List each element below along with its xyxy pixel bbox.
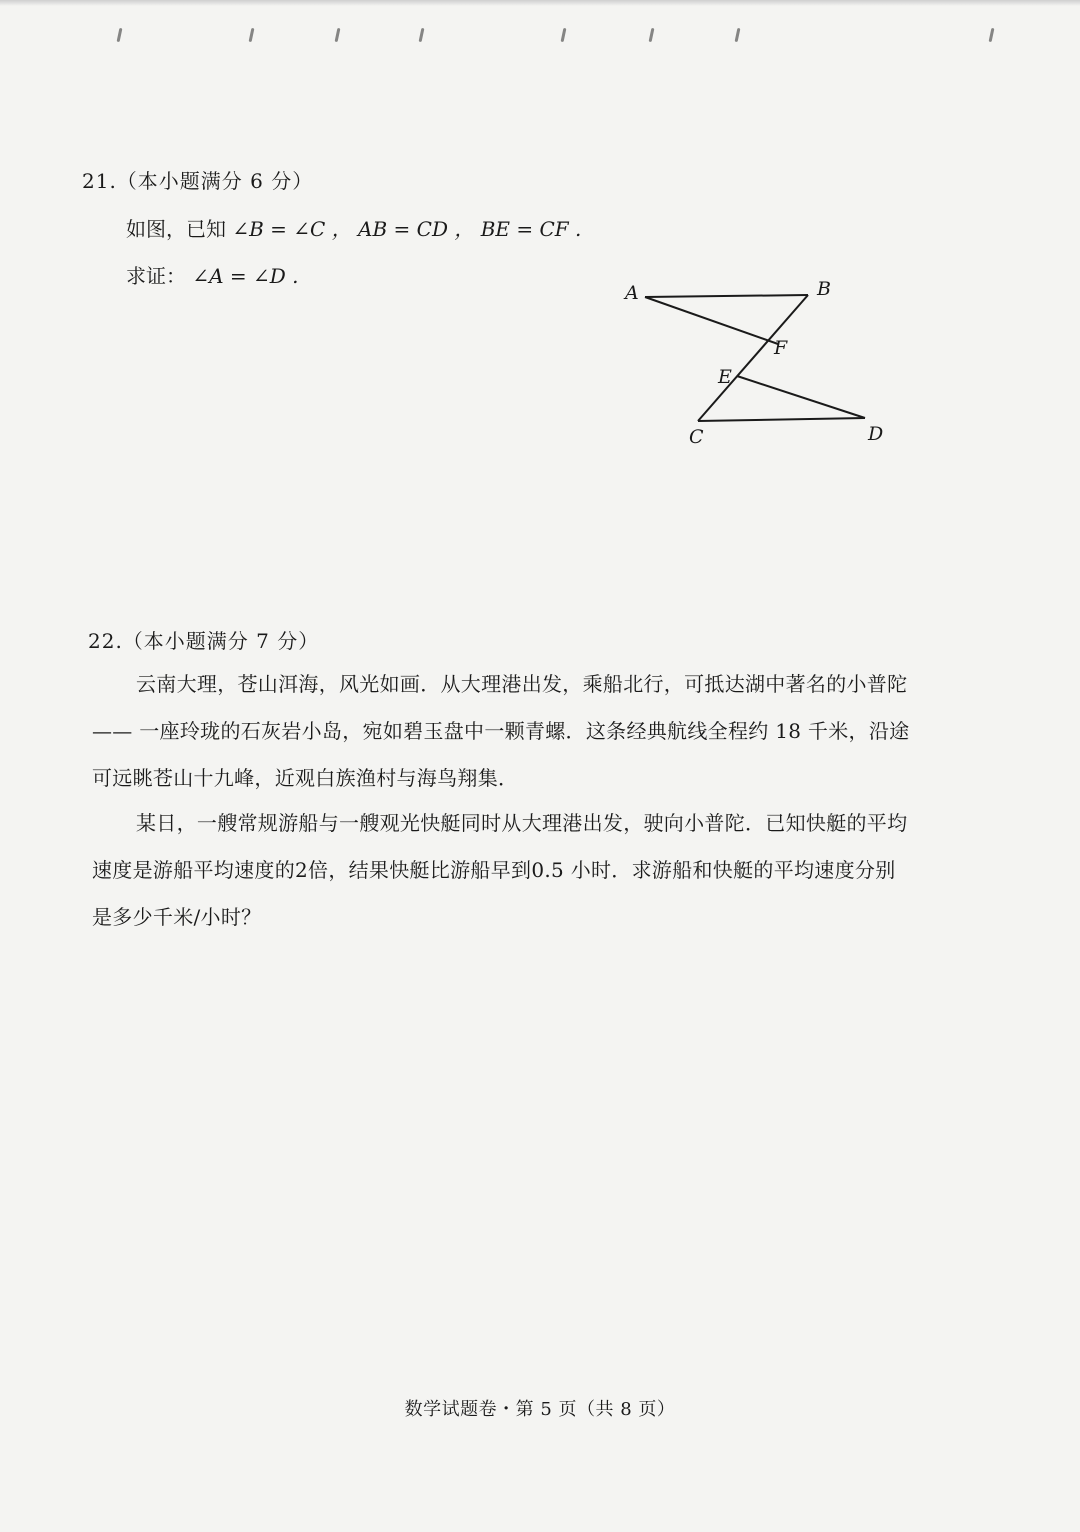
q22-paragraph-2 <box>92 800 907 941</box>
scan-mark <box>249 28 255 42</box>
q22-p2-line-3: 是多少千米/小时？ <box>92 905 262 929</box>
scan-mark <box>989 28 995 42</box>
scan-mark <box>735 28 741 42</box>
label-b: B <box>817 278 831 300</box>
scan-mark <box>335 28 341 42</box>
segment-af <box>645 297 778 344</box>
q21-given-prefix: 如图，已知 <box>126 217 226 241</box>
label-c: C <box>689 426 704 448</box>
segment-bc <box>698 295 808 421</box>
geometry-figure <box>610 270 900 460</box>
q21-given-math: ∠B = ∠C ， AB = CD ， BE = CF . <box>232 217 582 241</box>
q21-prove-math: ∠A = ∠D . <box>192 264 299 288</box>
segment-cd <box>698 418 865 421</box>
scan-mark <box>561 28 567 42</box>
q21-prove-prefix: 求证： <box>126 264 186 288</box>
q22-header: 22.（本小题满分 7 分） <box>88 629 320 653</box>
label-f: F <box>774 337 788 359</box>
q22-p1-line-2: —— 一座玲珑的石灰岩小岛，宛如碧玉盘中一颗青螺．这条经典航线全程约 18 千米，沿途 <box>92 719 910 743</box>
scan-mark <box>649 28 655 42</box>
q21-header: 21.（本小题满分 6 分） <box>82 169 314 193</box>
segment-ab <box>645 295 808 297</box>
label-e: E <box>718 366 732 388</box>
q21-prove <box>126 260 299 289</box>
q22-p2-line-2: 速度是游船平均速度的2倍，结果快艇比游船早到0.5 小时．求游船和快艇的平均速度分别 <box>92 858 896 882</box>
label-d: D <box>868 423 884 445</box>
scan-mark <box>117 28 123 42</box>
segment-ed <box>737 376 865 418</box>
page-footer: 数学试题卷・第 5 页（共 8 页） <box>404 1399 676 1420</box>
q22-p1-line-3: 可远眺苍山十九峰，近观白族渔村与海鸟翔集． <box>92 766 519 790</box>
scan-mark <box>419 28 425 42</box>
label-a: A <box>625 282 639 304</box>
q22-paragraph-1 <box>92 661 909 802</box>
q22-p1-line-1: 云南大理，苍山洱海，风光如画．从大理港出发，乘船北行，可抵达湖中著名的小普陀 <box>136 672 908 696</box>
q21-given <box>126 213 581 242</box>
q22-p2-line-1: 某日，一艘常规游船与一艘观光快艇同时从大理港出发，驶向小普陀．已知快艇的平均 <box>136 811 908 835</box>
scan-edge <box>0 0 1080 6</box>
